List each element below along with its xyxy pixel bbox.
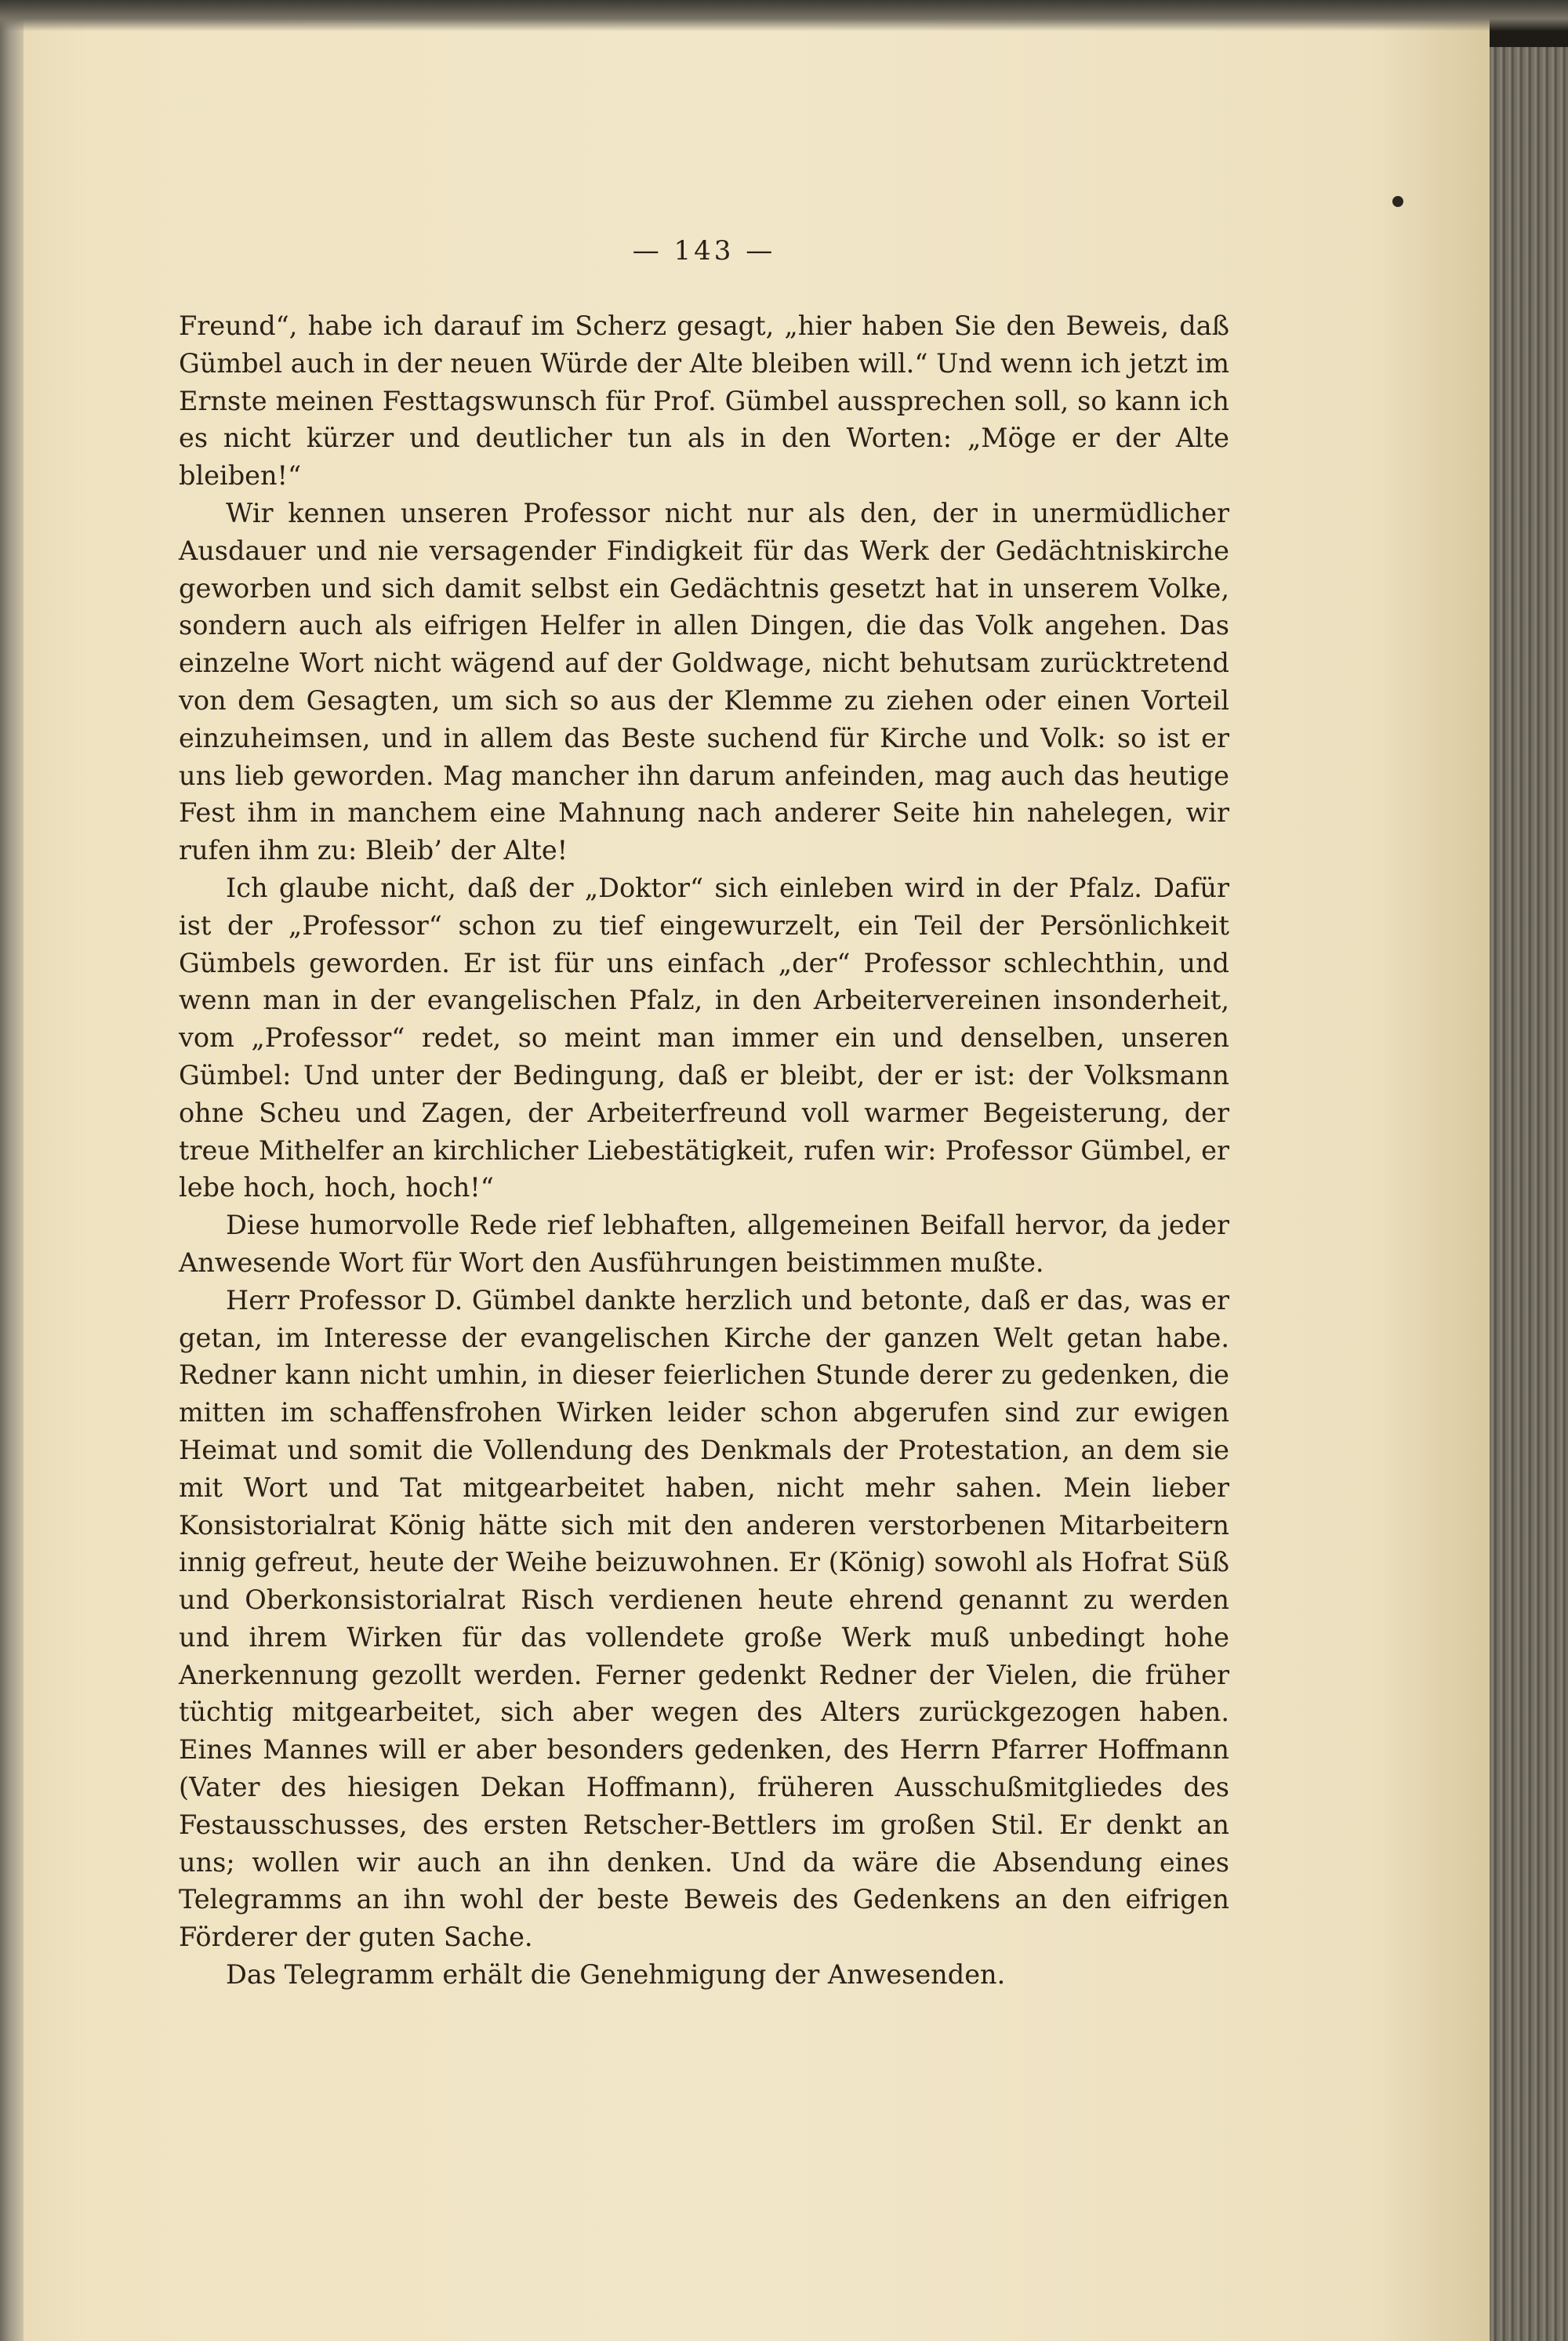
page-edges-right xyxy=(1490,47,1568,2341)
book-gutter xyxy=(0,0,24,2341)
paragraph-3: Ich glaube nicht, daß der „Doktor“ sich einleben wird in der Pfalz. Dafür ist der „Professor“ schon zu tief eingewurzelt, ein Teil der Persönlichkeit Gümbels geworden. Er ist für uns einfach „der“ Professor schlechthin, und wenn man in der evangelischen Pfalz, in den Arbeitervereinen insonderheit, vom „Professor“ redet, so meint man immer ein und denselben, unseren Gümbel: Und unter der Bedingung, daß er bleibt, der er ist: der Volksmann ohne Scheu und Zagen, der Arbeiterfreund voll warmer Begeisterung, der treue Mithelfer an kirchlicher Liebestätigkeit, rufen wir: Professor Gümbel, er lebe hoch, hoch, hoch!“ xyxy=(179,872,1229,1203)
page-text-block xyxy=(179,235,1229,1994)
page-number: — 143 — xyxy=(632,235,776,267)
paragraph-1: Freund“, habe ich darauf im Scherz gesagt, „hier haben Sie den Beweis, daß Gümbel auch in der neuen Würde der Alte bleiben will.“ Und wenn ich jetzt im Ernste meinen Festtagswunsch für Prof. Gümbel aussprechen soll, so kann ich es nicht kürzer und deutlicher tun als in den Worten: „Möge er der Alte bleiben!“ xyxy=(179,310,1229,492)
paragraph-6: Das Telegramm erhält die Genehmigung der Anwesenden. xyxy=(226,1959,1006,1991)
ink-spot xyxy=(1392,196,1403,207)
paragraph-2: Wir kennen unseren Professor nicht nur als den, der in unermüdlicher Ausdauer und nie versagender Findigkeit für das Werk der Gedächtniskirche geworben und sich damit selbst ein Gedächtnis gesetzt hat in unserem Volke, sondern auch als eifrigen Helfer in allen Dingen, die das Volk angehen. Das einzelne Wort nicht wägend auf der Goldwage, nicht behutsam zurücktretend von dem Gesagten, um sich so aus der Klemme zu ziehen oder einen Vorteil einzuheimsen, und in allem das Beste suchend für Kirche und Volk: so ist er uns lieb geworden. Mag mancher ihn darum anfeinden, mag auch das heutige Fest ihm in manchem eine Mahnung nach anderer Seite hin nahelegen, wir rufen ihm zu: Bleib’ der Alte! xyxy=(179,497,1229,866)
paragraph-5: Herr Professor D. Gümbel dankte herzlich und betonte, daß er das, was er getan, im Interesse der evangelischen Kirche der ganzen Welt getan habe. Redner kann nicht umhin, in dieser feierlichen Stunde derer zu gedenken, die mitten im schaffensfrohen Wirken leider schon abgerufen sind zur ewigen Heimat und somit die Vollendung des Denkmals der Protestation, an dem sie mit Wort und Tat mitgearbeitet haben, nicht mehr sahen. Mein lieber Konsistorialrat König hätte sich mit den anderen verstorbenen Mitarbeitern innig gefreut, heute der Weihe beizuwohnen. Er (König) sowohl als Hofrat Süß und Oberkonsistorialrat Risch verdienen heute ehrend genannt zu werden und ihrem Wirken für das vollendete große Werk muß unbedingt hohe Anerkennung gezollt werden. Ferner gedenkt Redner der Vielen, die früher tüchtig mitgearbeitet, sich aber wegen des Alters zurückgezogen haben. Eines Mannes will er aber besonders gedenken, des Herrn Pfarrer Hoffmann (Vater des hiesigen Dekan Hoffmann), früheren Ausschußmitgliedes des Festausschusses, des ersten Retscher-Bettlers im großen Stil. Er denkt an uns; wollen wir auch an ihn denken. Und da wäre die Absendung eines Telegramms an ihn wohl der beste Beweis des Gedenkens an den eifrigen Förderer der guten Sache. xyxy=(179,1284,1229,1953)
paragraph-4: Diese humorvolle Rede rief lebhaften, allgemeinen Beifall hervor, da jeder Anwesende Wort für Wort den Ausführungen beistimmen mußte. xyxy=(179,1210,1229,1278)
top-edge-shadow xyxy=(0,0,1568,31)
